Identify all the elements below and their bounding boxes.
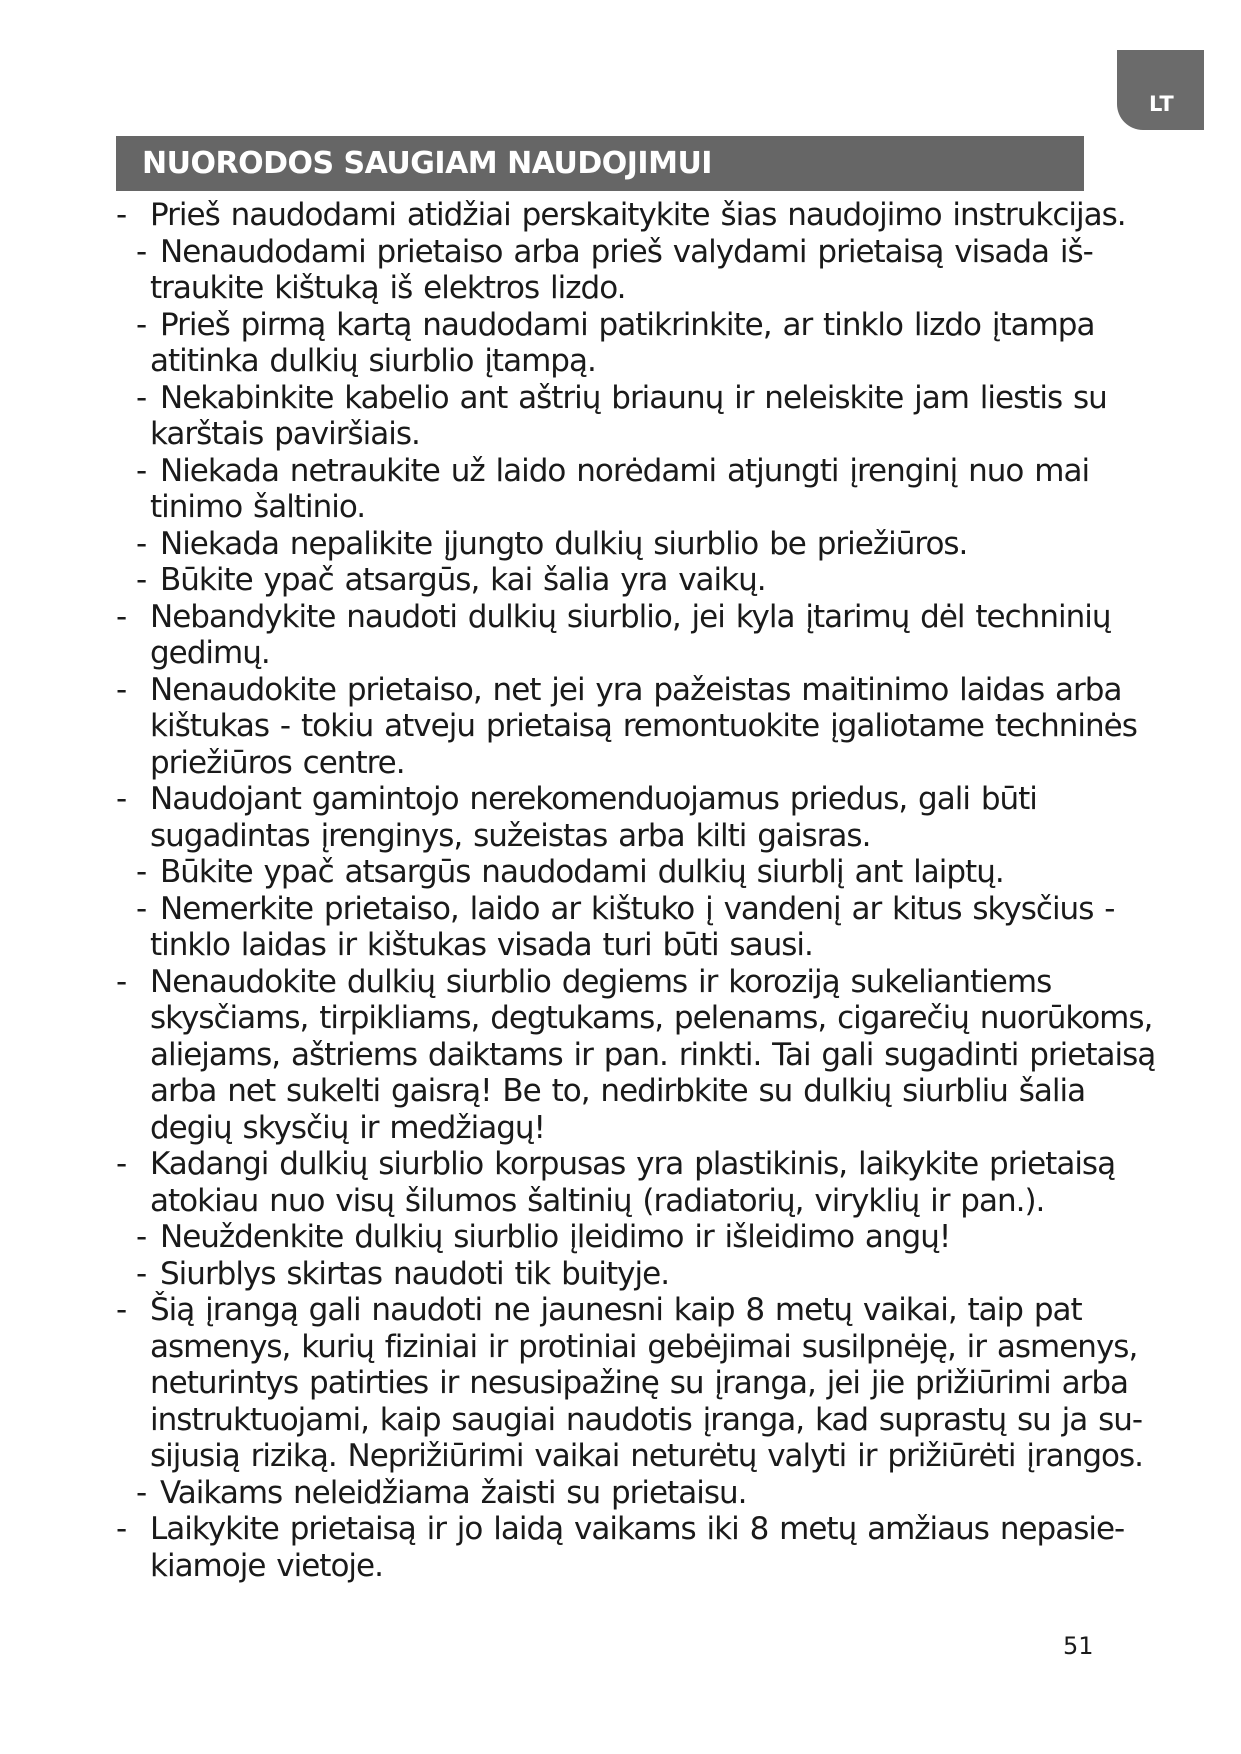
list-item-line: Siurblys skirtas naudoti tik buityje. xyxy=(160,1255,670,1292)
list-item xyxy=(116,197,1126,234)
list-item xyxy=(116,453,1116,526)
list-item-dash: - xyxy=(116,1292,127,1328)
list-item-line: gedimų. xyxy=(150,635,270,671)
list-item-line: Nenaudokite dulkių siurblio degiems ir koroziją sukeliantiems xyxy=(150,963,1052,1000)
list-item-line: Neuždenkite dulkių siurblio įleidimo ir išleidimo angų! xyxy=(160,1219,951,1255)
section-title: NUORODOS SAUGIAM NAUDOJIMUI xyxy=(116,136,1084,191)
list-item xyxy=(116,1219,1116,1256)
list-item-line: Nemerkite prietaiso, laido ar kištuko į vandenį ar kitus skysčius - xyxy=(160,890,1115,927)
list-item-line: neturintys patirties ir nesusipažinę su įranga, jei jie prižiūrimi arba xyxy=(150,1365,1129,1401)
list-item-line: aliejams, aštriems daiktams ir pan. rinkti. Tai gali sugadinti prietaisą xyxy=(150,1036,1156,1073)
list-item xyxy=(116,1292,1144,1475)
list-item xyxy=(116,380,1116,453)
list-item-line: tinimo šaltinio. xyxy=(150,489,366,525)
list-item-line: traukite kištuką iš elektros lizdo. xyxy=(150,270,626,306)
list-item-line: asmenys, kurių fiziniai ir protiniai gebėjimai susilpnėję, ir asmenys, xyxy=(150,1328,1138,1365)
list-item-line: degių skysčių ir medžiagų! xyxy=(150,1109,545,1146)
list-item xyxy=(116,599,1116,672)
list-item-line: Nebandykite naudoti dulkių siurblio, jei kyla įtarimų dėl techninių xyxy=(150,598,1111,635)
list-item-dash: - xyxy=(136,562,147,598)
list-item-dash: - xyxy=(116,197,127,233)
list-item-line: sugadintas įrenginys, sužeistas arba kilti gaisras. xyxy=(150,817,871,854)
list-item-line: priežiūros centre. xyxy=(150,744,405,781)
list-item-line: skysčiams, tirpikliams, degtukams, pelenams, cigarečių nuorūkoms, xyxy=(150,1000,1153,1036)
list-item-dash: - xyxy=(116,963,127,1000)
list-item-dash: - xyxy=(116,781,127,817)
list-item-line: tinklo laidas ir kištukas visada turi būti sausi. xyxy=(150,927,813,963)
list-item-line: Naudojant gamintojo nerekomenduojamus priedus, gali būti xyxy=(150,781,1037,817)
list-item-line: Niekada nepalikite įjungto dulkių siurblio be priežiūros. xyxy=(160,525,968,562)
list-item xyxy=(116,526,1116,563)
list-item xyxy=(116,891,1116,964)
list-item-line: Būkite ypač atsargūs, kai šalia yra vaikų. xyxy=(160,562,766,598)
list-item xyxy=(116,671,1137,782)
language-tab: LT xyxy=(1117,50,1204,130)
list-item-line: Nekabinkite kabelio ant aštrių briaunų ir neleiskite jam liestis su xyxy=(160,379,1107,416)
list-item-line: Niekada netraukite už laido norėdami atjungti įrenginį nuo mai xyxy=(160,452,1090,489)
list-item-dash: - xyxy=(136,1219,147,1255)
list-item-dash: - xyxy=(136,525,147,562)
page-number: 51 xyxy=(1063,1632,1094,1660)
list-item-dash: - xyxy=(136,233,147,270)
list-item-line: instruktuojami, kaip saugiai naudotis įranga, kad suprastų su ja su- xyxy=(150,1401,1143,1438)
list-item xyxy=(116,854,1116,891)
list-item-line: Nenaudokite prietaiso, net jei yra pažeistas maitinimo laidas arba xyxy=(150,671,1122,708)
list-item-dash: - xyxy=(116,1511,127,1547)
list-item-line: Prieš pirmą kartą naudodami patikrinkite, ar tinklo lizdo įtampa xyxy=(160,306,1095,343)
list-item-line: Nenaudodami prietaiso arba prieš valydami prietaisą visada iš- xyxy=(160,233,1093,270)
list-item-line: Prieš naudodami atidžiai perskaitykite šias naudojimo instrukcijas. xyxy=(150,197,1126,233)
list-item-line: kištukas - tokiu atveju prietaisą remontuokite įgaliotame techninės xyxy=(150,708,1137,744)
list-item-line: Šią įrangą gali naudoti ne jaunesni kaip 8 metų vaikai, taip pat xyxy=(150,1292,1082,1328)
list-item-line: atitinka dulkių siurblio įtampą. xyxy=(150,343,596,379)
list-item xyxy=(116,234,1116,307)
list-item xyxy=(116,963,1156,1147)
list-item xyxy=(116,1475,1116,1512)
list-item-dash: - xyxy=(136,854,147,890)
list-item xyxy=(116,781,1116,854)
list-item-dash: - xyxy=(136,452,147,489)
list-item-dash: - xyxy=(136,890,147,927)
list-item-line: kiamoje vietoje. xyxy=(150,1547,383,1584)
list-item-dash: - xyxy=(116,1146,127,1182)
list-item-line: Kadangi dulkių siurblio korpusas yra plastikinis, laikykite prietaisą xyxy=(150,1146,1116,1182)
list-item-line: Vaikams neleidžiama žaisti su prietaisu. xyxy=(160,1474,747,1511)
list-item-line: Laikykite prietaisą ir jo laidą vaikams iki 8 metų amžiaus nepasie- xyxy=(150,1511,1125,1547)
list-item-dash: - xyxy=(136,1474,147,1511)
list-item-dash: - xyxy=(116,598,127,635)
list-item xyxy=(116,307,1116,380)
list-item-dash: - xyxy=(136,306,147,343)
list-item-line: arba net sukelti gaisrą! Be to, nedirbkite su dulkių siurbliu šalia xyxy=(150,1073,1086,1109)
list-item-dash: - xyxy=(136,1255,147,1292)
list-item xyxy=(116,1256,1116,1293)
list-item xyxy=(116,1146,1116,1219)
list-item-dash: - xyxy=(116,671,127,708)
list-item-line: karštais paviršiais. xyxy=(150,416,420,452)
list-item-line: Būkite ypač atsargūs naudodami dulkių siurblį ant laiptų. xyxy=(160,854,1004,890)
list-item xyxy=(116,562,1116,599)
list-item xyxy=(116,1511,1125,1584)
safety-instructions-list xyxy=(116,197,1156,1584)
list-item-line: sijusią riziką. Neprižiūrimi vaikai neturėtų valyti ir prižiūrėti įrangos. xyxy=(150,1438,1144,1474)
list-item-line: atokiau nuo visų šilumos šaltinių (radiatorių, viryklių ir pan.). xyxy=(150,1182,1045,1219)
list-item-dash: - xyxy=(136,379,147,416)
